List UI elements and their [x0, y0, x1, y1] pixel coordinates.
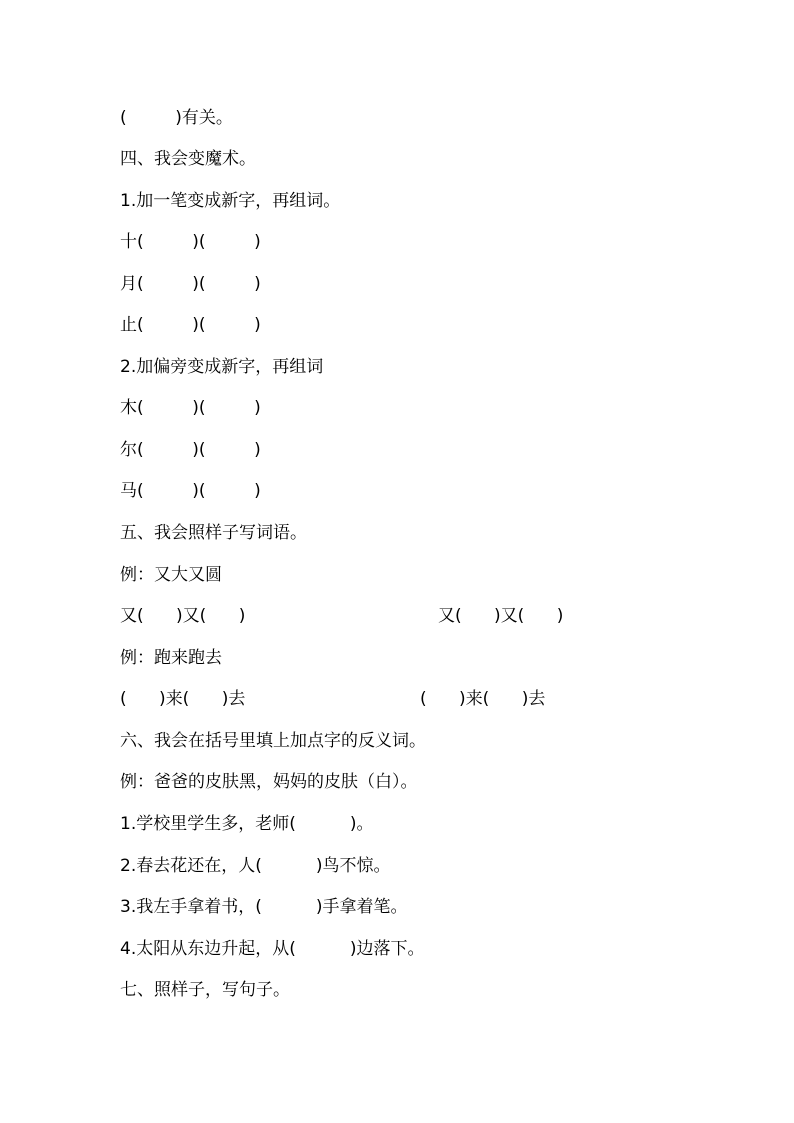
text-line: ( )有关。 — [120, 108, 233, 128]
example-line: 例：爸爸的皮肤黑，妈妈的皮肤（白）。 — [120, 772, 418, 792]
answer-blank-left: 又( )又( ) — [120, 606, 246, 626]
question-prompt: 2.加偏旁变成新字，再组词 — [120, 357, 324, 377]
example-line: 例：跑来跑去 — [120, 648, 222, 668]
question-line: 3.我左手拿着书，( )手拿着笔。 — [120, 897, 408, 917]
question-line: 1.学校里学生多，老师( )。 — [120, 814, 374, 834]
question-line: 2.春去花还在，人( )鸟不惊。 — [120, 856, 391, 876]
answer-line: 木( )( ) — [120, 398, 261, 418]
answer-line: 十( )( ) — [120, 232, 261, 252]
section-heading: 七、照样子，写句子。 — [120, 980, 290, 1000]
answer-line: 尔( )( ) — [120, 440, 261, 460]
answer-blank-right: 又( )又( ) — [438, 606, 564, 626]
section-heading: 六、我会在括号里填上加点字的反义词。 — [120, 731, 426, 751]
answer-line: 月( )( ) — [120, 274, 261, 294]
question-prompt: 1.加一笔变成新字，再组词。 — [120, 191, 341, 211]
example-line: 例：又大又圆 — [120, 565, 222, 585]
answer-line-pair — [120, 604, 720, 628]
answer-line-pair — [120, 687, 720, 711]
section-heading: 五、我会照样子写词语。 — [120, 523, 307, 543]
question-line: 4.太阳从东边升起，从( )边落下。 — [120, 939, 425, 959]
answer-blank-right: ( )来( )去 — [420, 689, 546, 709]
answer-line: 止( )( ) — [120, 315, 261, 335]
answer-blank-left: ( )来( )去 — [120, 689, 246, 709]
answer-line: 马( )( ) — [120, 481, 261, 501]
section-heading: 四、我会变魔术。 — [120, 149, 256, 169]
